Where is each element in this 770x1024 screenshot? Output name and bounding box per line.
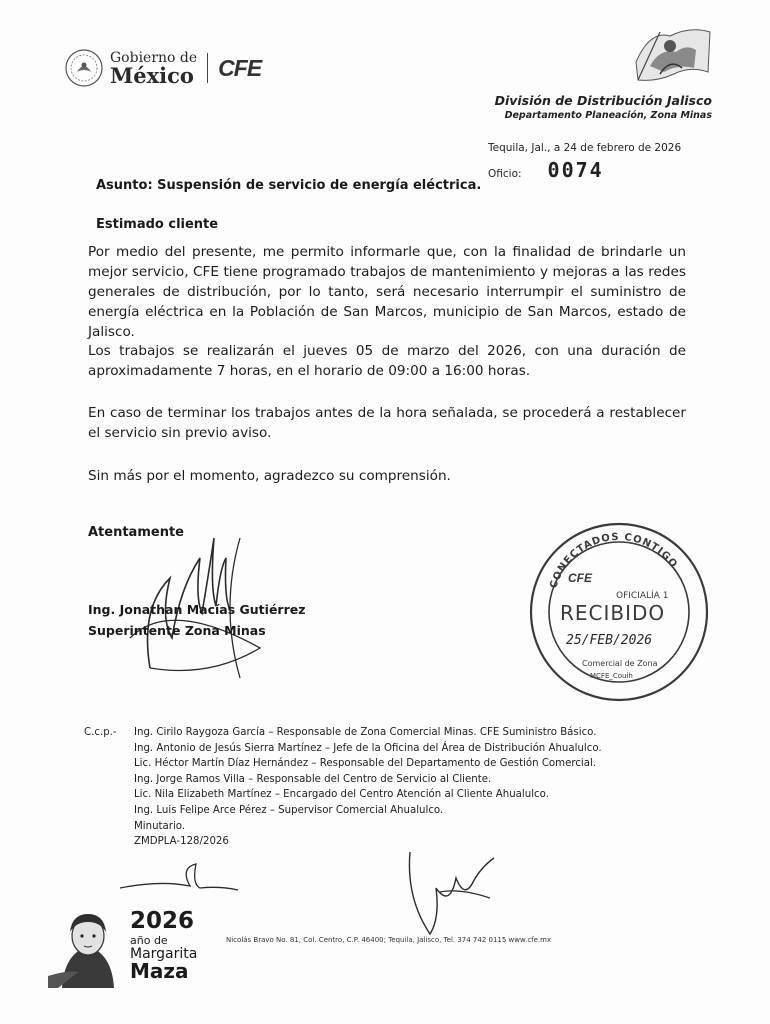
stamp-line-1: OFICIALÍA 1 (616, 591, 669, 601)
gov-label-big: México (110, 62, 194, 88)
signer-name: Ing. Jonathan Macías Gutiérrez (88, 602, 306, 617)
margarita-maza-portrait-icon (48, 906, 128, 988)
stamp-line-3: Comercial de Zona (582, 659, 658, 668)
division-name: División de Distribución Jalisco (494, 93, 712, 108)
carbon-copy-block (84, 725, 602, 850)
handwritten-signature (400, 848, 510, 938)
stamp-logo: CFE (568, 571, 592, 585)
oficio-label: Oficio: (488, 168, 522, 180)
logo-divider (207, 53, 208, 83)
year-number: 2026 (130, 908, 195, 934)
closing: Atentamente (88, 525, 184, 540)
initials-signature (120, 858, 240, 898)
ccp-item: Ing. Antonio de Jesús Sierra Martínez – Jefe de la Oficina del Área de Distribución Ahualulco. (134, 742, 602, 754)
year-subtitle: año de (130, 934, 168, 947)
department-name: Departamento Planeación, Zona Minas (504, 110, 712, 121)
ccp-item: Minutario. (134, 820, 186, 832)
body-paragraph: En caso de terminar los trabajos antes de la hora señalada, se procederá a restablecer el servicio sin previo aviso. (88, 405, 686, 441)
ccp-list (134, 725, 602, 850)
government-logo (64, 48, 261, 88)
oficio-number: 0074 (547, 158, 604, 182)
department-heading (495, 93, 712, 121)
stamp-received: RECIBIDO (560, 601, 666, 625)
stamp-line-4: MCFE_Couih (590, 672, 633, 680)
oficio-row (488, 158, 604, 182)
gov-label-small: Gobierno de (110, 49, 198, 66)
cfe-logo: CFE (218, 54, 262, 81)
ccp-item: Ing. Luis Felipe Arce Pérez – Supervisor Comercial Ahualulco. (134, 804, 444, 816)
stamp-date: 25/FEB/2026 (566, 633, 653, 648)
received-stamp (524, 520, 714, 705)
ccp-item: ZMDPLA-128/2026 (134, 836, 229, 848)
ccp-item: Lic. Héctor Martín Díaz Hernández – Responsable del Departamento de Gestión Comercial. (134, 758, 597, 770)
signer-title: Superintente Zona Minas (88, 623, 266, 638)
ccp-item: Ing. Jorge Ramos Villa – Responsable del Centro de Servicio al Cliente. (134, 773, 492, 785)
place-date: Tequila, Jal., a 24 de febrero de 2026 (488, 142, 682, 154)
body-paragraph: Por medio del presente, me permito informarle que, con la finalidad de brindarle un mejor servicio, CFE tiene programado trabajos de mantenimiento y mejoras a las redes generales de distribución, por lo tanto, será necesario interrumpir el suministro de energía eléctrica en la Población de San Marcos, municipio de San Marcos, estado de Jalisco. (88, 244, 686, 340)
ccp-item: Lic. Nila Elizabeth Martínez – Encargado del Centro Atención al Cliente Ahualulco. (134, 789, 549, 801)
ccp-label: C.c.p.- (84, 727, 117, 738)
greeting: Estimado cliente (96, 217, 219, 232)
body-paragraph: Sin más por el momento, agradezco su comprensión. (88, 468, 451, 484)
national-seal-icon (64, 48, 104, 88)
ccp-item: Ing. Cirilo Raygoza García – Responsable de Zona Comercial Minas. CFE Suministro Básico. (134, 727, 597, 738)
subject-line: Asunto: Suspensión de servicio de energía eléctrica. (96, 178, 482, 193)
footer-address: Nicolás Bravo No. 81, Col. Centro, C.P. 46400; Tequila, Jalisco, Tel. 374 742 0115 www.cfe.mx (226, 936, 552, 944)
stamp-arc-text: CONECTADOS CONTIGO (548, 531, 680, 590)
commemorative-year (130, 910, 197, 981)
honoree-last-name: Maza (130, 959, 189, 983)
historic-flag-icon (630, 22, 714, 86)
honoree-first-name: Margarita (130, 946, 198, 962)
body-paragraph: Los trabajos se realizarán el jueves 05 de marzo del 2026, con una duración de aproximadamente 7 horas, en el horario de 09:00 a 16:00 horas. (88, 343, 686, 379)
